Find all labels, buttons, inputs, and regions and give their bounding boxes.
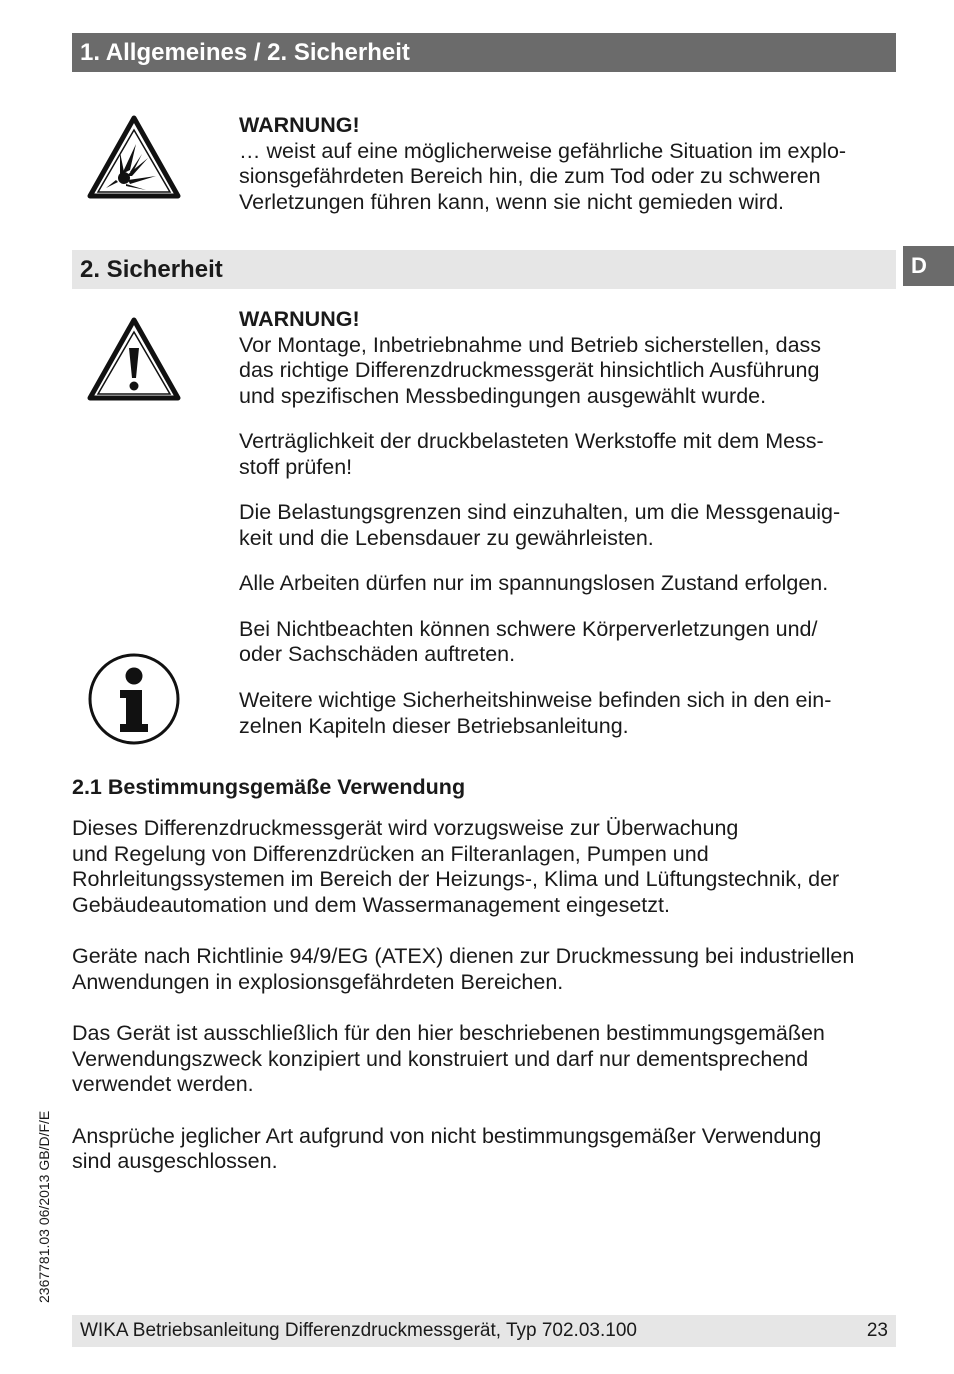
warning-line: Verletzungen führen kann, wenn sie nicht gemieden wird. xyxy=(239,189,785,214)
subsection-title: 2.1 Bestimmungsgemäße Verwendung xyxy=(72,775,466,799)
info-line: zelnen Kapiteln dieser Betriebsanleitung. xyxy=(239,713,629,738)
body-line: Das Gerät ist ausschließlich für den hier beschriebenen bestimmungsgemäßen xyxy=(72,1021,825,1045)
warning-paragraph-line: Alle Arbeiten dürfen nur im spannungslosen Zustand erfolgen. xyxy=(239,571,829,595)
section-title: 2. Sicherheit xyxy=(72,250,896,289)
explosion-warning-icon xyxy=(86,114,182,200)
body-line: und Regelung von Differenzdrücken an Filteranlagen, Pumpen und xyxy=(72,841,709,866)
page-number: 23 xyxy=(866,1320,888,1341)
warning-line: Vor Montage, Inbetriebnahme und Betrieb sicherstellen, dass xyxy=(239,332,822,357)
warning-line: sionsgefährdeten Bereich hin, die zum Tod oder zu schweren xyxy=(239,164,821,188)
body-text xyxy=(72,816,912,1201)
warning-paragraph-line: keit und die Lebensdauer zu gewährleisten. xyxy=(239,525,654,550)
info-line: Weitere wichtige Sicherheitshinweise befinden sich in den ein- xyxy=(239,688,832,712)
body-line: Ansprüche jeglicher Art aufgrund von nicht bestimmungsgemäßer Verwendung xyxy=(72,1123,822,1148)
info-text xyxy=(239,688,899,739)
body-line: sind ausgeschlossen. xyxy=(72,1149,278,1173)
body-line: Rohrleitungssystemen im Bereich der Heizungs-, Klima und Lüftungstechnik, der xyxy=(72,867,840,891)
footer xyxy=(72,1315,896,1347)
document-code: 2367781.03 06/2013 GB/D/F/E xyxy=(36,1110,52,1303)
warning-explosion-text xyxy=(239,113,899,215)
body-line: Gebäudeautomation und dem Wassermanagement eingesetzt. xyxy=(72,892,670,917)
warning-paragraph-line: Die Belastungsgrenzen sind einzuhalten, um die Messgenauig- xyxy=(239,500,841,524)
footer-text: WIKA Betriebsanleitung Differenzdruckmessgerät, Typ 702.03.100 xyxy=(80,1320,637,1341)
body-line: Dieses Differenzdruckmessgerät wird vorzugsweise zur Überwachung xyxy=(72,816,739,840)
warning-line: das richtige Differenzdruckmessgerät hinsichtlich Ausführung xyxy=(239,358,820,382)
body-line: verwendet werden. xyxy=(72,1072,254,1096)
warning-paragraph-line: oder Sachschäden auftreten. xyxy=(239,642,516,666)
language-tab: D xyxy=(903,246,954,286)
info-icon xyxy=(86,652,182,746)
warning-paragraph-line: Bei Nichtbeachten können schwere Körperverletzungen und/ xyxy=(239,616,818,641)
warning-safety-text xyxy=(239,307,899,688)
exclamation-warning-icon xyxy=(86,316,182,402)
chapter-header: 1. Allgemeines / 2. Sicherheit xyxy=(72,33,896,72)
body-line: Geräte nach Richtlinie 94/9/EG (ATEX) dienen zur Druckmessung bei industriellen xyxy=(72,944,855,968)
warning-title: WARNUNG! xyxy=(239,113,360,137)
body-line: Verwendungszweck konzipiert und konstruiert und darf nur dementsprechend xyxy=(72,1046,809,1071)
warning-paragraph-line: Verträglichkeit der druckbelasteten Werkstoffe mit dem Mess- xyxy=(239,429,824,453)
body-line: Anwendungen in explosionsgefährdeten Bereichen. xyxy=(72,969,564,994)
warning-line: und spezifischen Messbedingungen ausgewählt wurde. xyxy=(239,383,767,408)
warning-paragraph-line: stoff prüfen! xyxy=(239,454,353,479)
warning-title: WARNUNG! xyxy=(239,307,360,331)
warning-line: … weist auf eine möglicherweise gefährliche Situation im explo- xyxy=(239,138,847,163)
